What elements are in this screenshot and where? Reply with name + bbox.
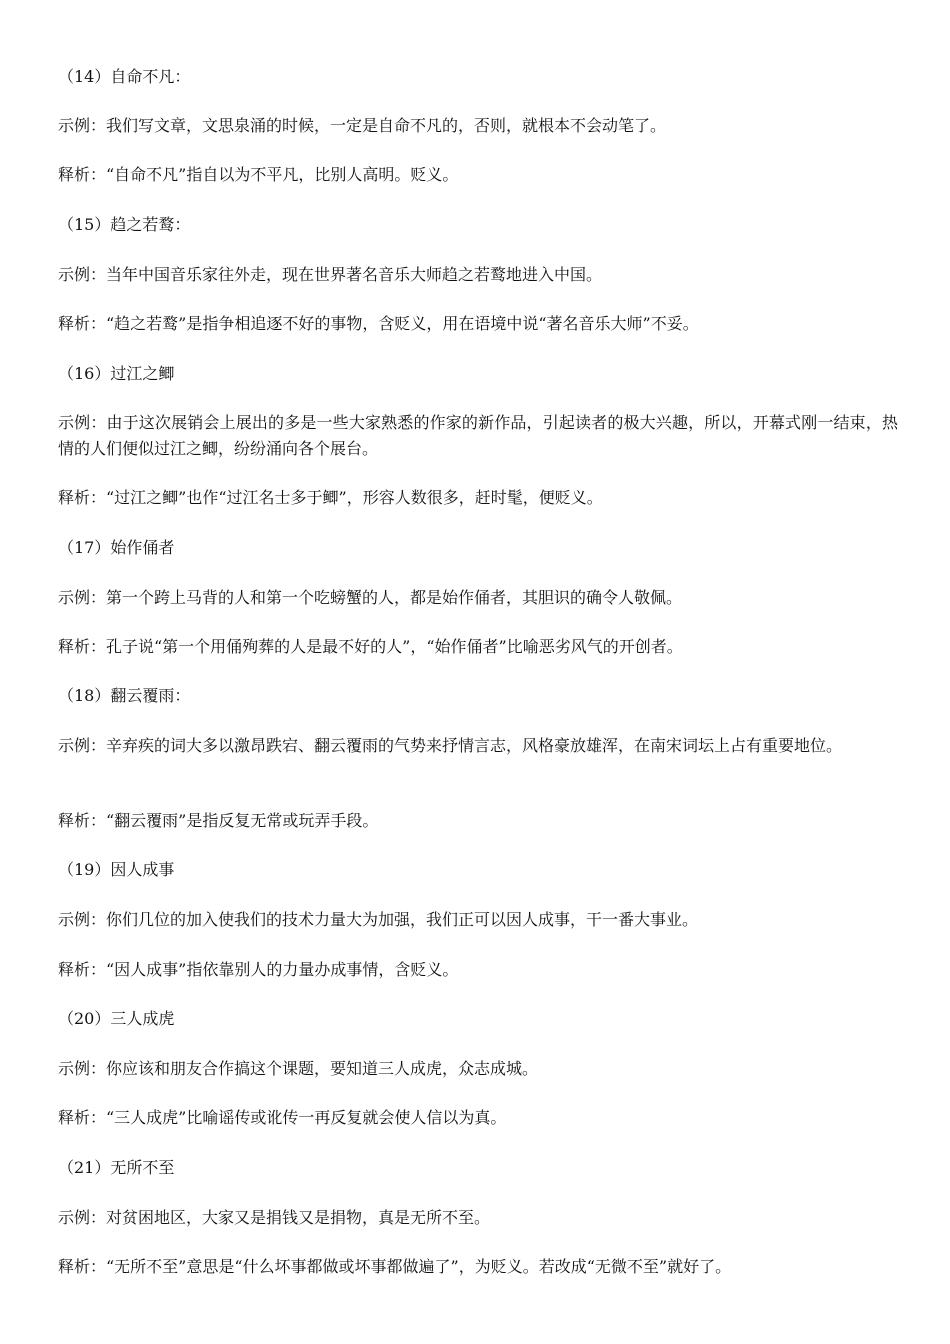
entry-example: 示例：辛弃疾的词大多以激昂跌宕、翻云覆雨的气势来抒情言志，风格豪放雄浑，在南宋词坛上占有重要地位。 [58, 736, 843, 755]
entry-example: 示例：当年中国音乐家往外走，现在世界著名音乐大师趋之若鹜地进入中国。 [58, 265, 603, 284]
entry-example: 示例：第一个跨上马背的人和第一个吃螃蟹的人，都是始作俑者，其胆识的确令人敬佩。 [58, 588, 683, 607]
entry-heading: （18）翻云覆雨： [58, 686, 191, 705]
entry-analysis: 释析：孔子说“第一个用俑殉葬的人是最不好的人”，“始作俑者”比喻恶劣风气的开创者。 [58, 637, 683, 656]
entry-example: 示例：你们几位的加入使我们的技术力量大为加强，我们正可以因人成事，干一番大事业。 [58, 910, 699, 929]
entry-example: 示例：由于这次展销会上展出的多是一些大家熟悉的作家的新作品，引起读者的极大兴趣，所以，开幕式刚一结束，热情的人们便似过江之鲫，纷纷涌向各个展台。 [58, 413, 898, 458]
entry-heading: （21）无所不至 [58, 1158, 175, 1177]
entry-analysis: 释析：“因人成事”指依靠别人的力量办成事情，含贬义。 [58, 960, 459, 979]
entry-heading: （15）趋之若鹜： [58, 215, 191, 234]
entry-analysis: 释析：“自命不凡”指自以为不平凡，比别人高明。贬义。 [58, 165, 459, 184]
entry-analysis: 释析：“趋之若鹜”是指争相追逐不好的事物，含贬义，用在语境中说“著名音乐大师”不妥。 [58, 314, 699, 333]
entry-heading: （17）始作俑者 [58, 538, 175, 557]
entry-heading: （14）自命不凡： [58, 67, 191, 86]
entry-heading: （19）因人成事 [58, 860, 175, 879]
entry-analysis: 释析：“翻云覆雨”是指反复无常或玩弄手段。 [58, 811, 379, 830]
entry-heading: （20）三人成虎 [58, 1009, 175, 1028]
entry-analysis: 释析：“过江之鲫”也作“过江名士多于鲫”，形容人数很多，赶时髦，便贬义。 [58, 488, 603, 507]
entry-heading: （16）过江之鲫 [58, 364, 175, 383]
entry-analysis: 释析：“无所不至”意思是“什么坏事都做或坏事都做遍了”，为贬义。若改成“无微不至”就好了。 [58, 1257, 732, 1276]
entry-example: 示例：你应该和朋友合作搞这个课题，要知道三人成虎，众志成城。 [58, 1059, 539, 1078]
entry-example: 示例：我们写文章，文思泉涌的时候，一定是自命不凡的，否则，就根本不会动笔了。 [58, 116, 667, 135]
entry-example: 示例：对贫困地区，大家又是捐钱又是捐物，真是无所不至。 [58, 1208, 491, 1227]
entry-analysis: 释析：“三人成虎”比喻谣传或讹传一再反复就会使人信以为真。 [58, 1108, 507, 1127]
